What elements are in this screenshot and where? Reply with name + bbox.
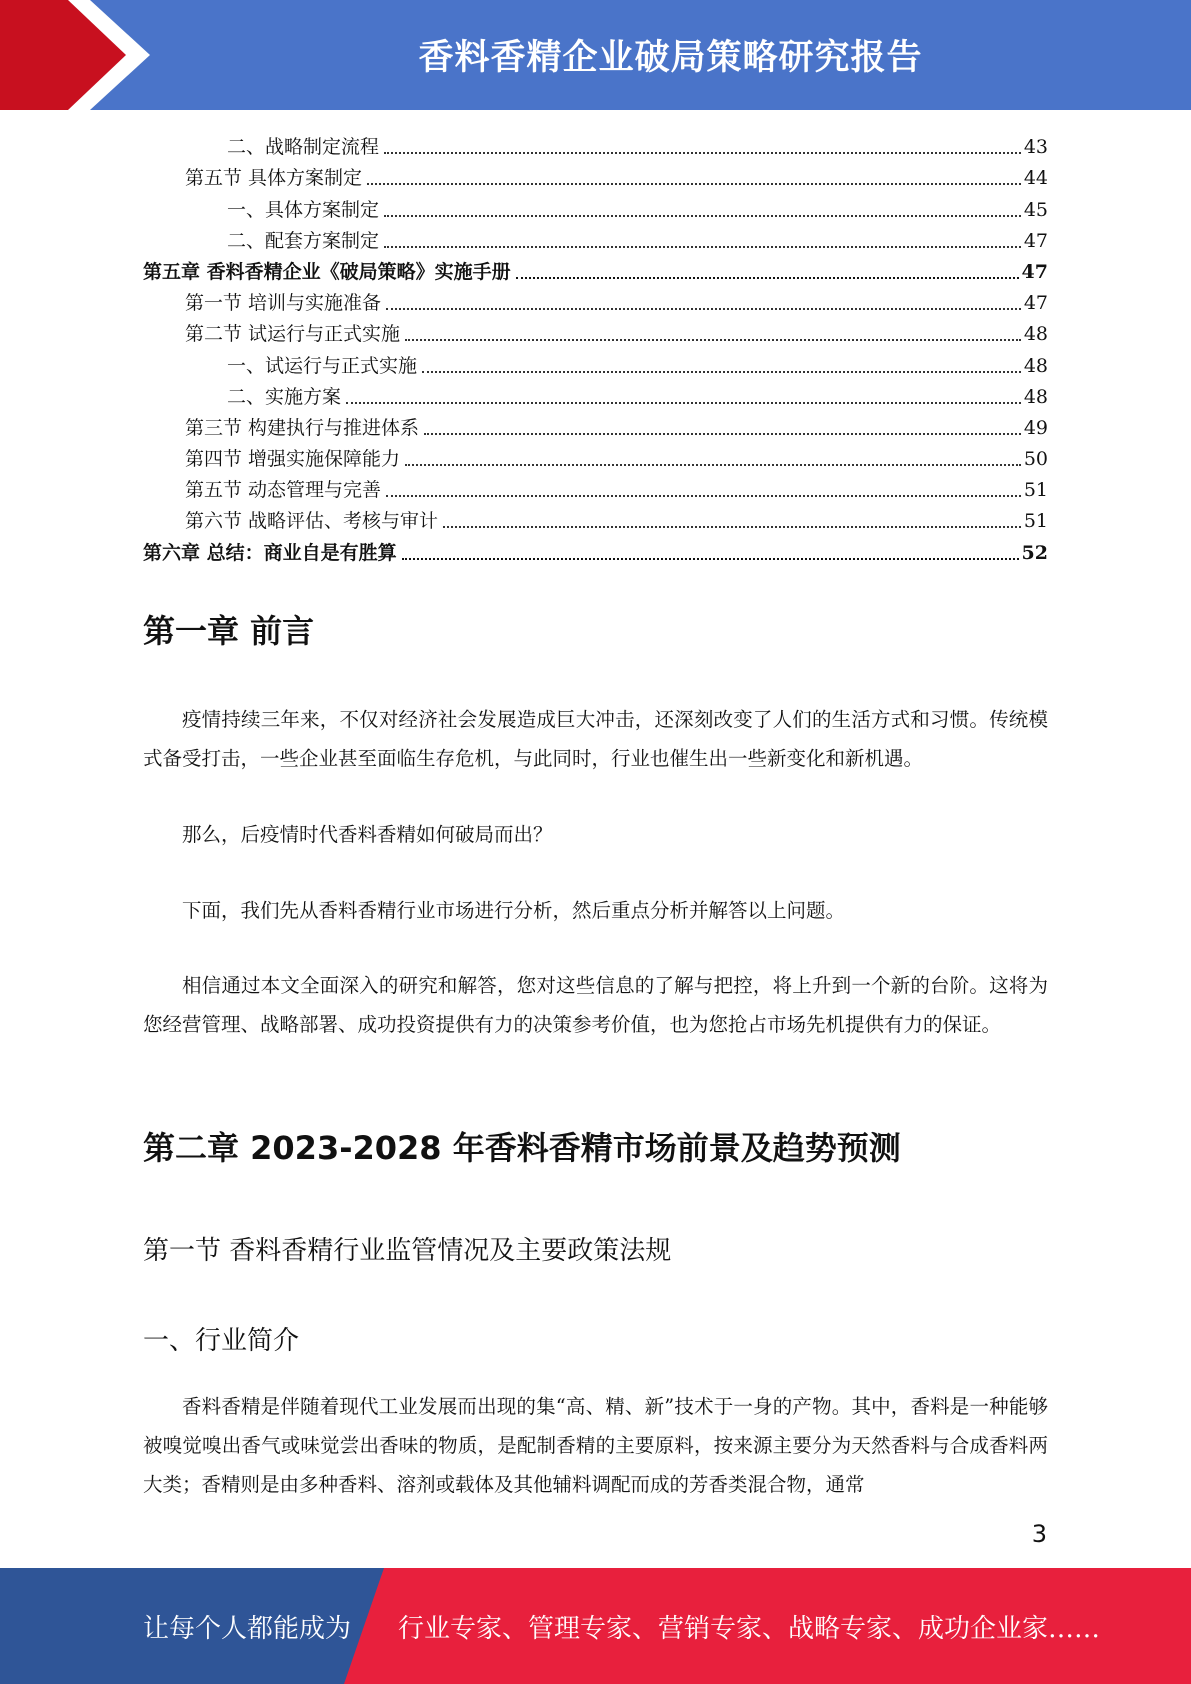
- toc-entry-title: 第一节 培训与实施准备: [185, 292, 382, 315]
- toc-entry-title: 第六章 总结：商业自是有胜算: [143, 541, 397, 564]
- toc-entry-page: 51: [1023, 479, 1048, 502]
- toc-entry-title: 二、战略制定流程: [227, 136, 380, 159]
- footer-slogan-left: 让每个人都能成为: [143, 1613, 352, 1644]
- toc-entry[interactable]: [143, 222, 1048, 253]
- page-footer: [0, 1568, 1191, 1684]
- toc-entry-page: 43: [1023, 136, 1048, 159]
- page-number: 3: [1031, 1520, 1047, 1548]
- chapter-2-paragraph-1: 香料香精是伴随着现代工业发展而出现的集“高、精、新”技术于一身的产物。其中，香料是一种能够被嗅觉嗅出香气或味觉尝出香味的物质，是配制香精的主要原料，按来源主要分为天然香料与合成香料两大类；香精则是由多种香料、溶剂或载体及其他辅料调配而成的芳香类混合物，通常: [143, 1395, 1048, 1496]
- toc-entry-title: 第五章 香料香精企业《破局策略》实施手册: [143, 260, 511, 283]
- toc-entry[interactable]: [143, 315, 1048, 346]
- toc-entry-title: 二、配套方案制定: [227, 229, 380, 252]
- toc-entry-title: 第六节 战略评估、考核与审计: [185, 510, 439, 533]
- toc-entry-title: 一、具体方案制定: [227, 198, 380, 221]
- toc-entry-page: 47: [1021, 260, 1048, 283]
- toc-entry-page: 45: [1023, 198, 1048, 221]
- chapter-1-heading: 第一章 前言: [143, 612, 315, 650]
- toc-entry[interactable]: [143, 533, 1048, 564]
- footer-slogan-right: 行业专家、管理专家、营销专家、战略专家、成功企业家……: [398, 1613, 1101, 1644]
- header-arrow-decoration: [0, 0, 150, 110]
- table-of-contents: [143, 128, 1048, 565]
- chapter-2-heading: 第二章 2023-2028 年香料香精市场前景及趋势预测: [143, 1129, 901, 1167]
- toc-leader-dots: [422, 371, 1021, 373]
- toc-entry-title: 第五节 动态管理与完善: [185, 479, 382, 502]
- toc-leader-dots: [386, 308, 1021, 310]
- toc-leader-dots: [402, 558, 1019, 560]
- toc-entry[interactable]: [143, 190, 1048, 221]
- toc-leader-dots: [384, 152, 1021, 154]
- toc-leader-dots: [424, 433, 1021, 435]
- toc-entry-page: 48: [1023, 323, 1048, 346]
- toc-entry-title: 第四节 增强实施保障能力: [185, 448, 401, 471]
- toc-entry-page: 47: [1023, 292, 1048, 315]
- toc-entry[interactable]: [143, 346, 1048, 377]
- toc-leader-dots: [405, 339, 1021, 341]
- toc-leader-dots: [386, 495, 1021, 497]
- toc-entry[interactable]: [143, 159, 1048, 190]
- toc-entry[interactable]: [143, 471, 1048, 502]
- toc-leader-dots: [384, 215, 1021, 217]
- toc-entry-page: 52: [1021, 541, 1048, 564]
- toc-entry-title: 第五节 具体方案制定: [185, 167, 363, 190]
- toc-entry-page: 49: [1023, 416, 1048, 439]
- toc-leader-dots: [516, 277, 1019, 279]
- toc-entry[interactable]: [143, 253, 1048, 284]
- toc-entry[interactable]: [143, 502, 1048, 533]
- toc-leader-dots: [367, 183, 1021, 185]
- toc-entry-title: 二、实施方案: [227, 385, 342, 408]
- chapter-1-paragraph-4: 相信通过本文全面深入的研究和解答，您对这些信息的了解与把控，将上升到一个新的台阶。这将为您经营管理、战略部署、成功投资提供有力的决策参考价值，也为您抢占市场先机提供有力的保证。: [143, 974, 1048, 1036]
- toc-entry-page: 51: [1023, 510, 1048, 533]
- toc-leader-dots: [384, 246, 1021, 248]
- chapter-1-paragraph-3: 下面，我们先从香料香精行业市场进行分析，然后重点分析并解答以上问题。: [182, 899, 846, 922]
- toc-entry[interactable]: [143, 409, 1048, 440]
- section-heading: 第一节 香料香精行业监管情况及主要政策法规: [143, 1236, 672, 1266]
- toc-entry[interactable]: [143, 378, 1048, 409]
- header-title: 香料香精企业破局策略研究报告: [418, 38, 923, 78]
- toc-entry-page: 47: [1023, 229, 1048, 252]
- toc-entry-page: 44: [1023, 167, 1048, 190]
- toc-leader-dots: [405, 464, 1021, 466]
- chapter-1-paragraph-2: 那么，后疫情时代香料香精如何破局而出？: [182, 823, 553, 846]
- toc-entry[interactable]: [143, 284, 1048, 315]
- subsection-heading: 一、行业简介: [143, 1326, 300, 1356]
- toc-entry-title: 一、试运行与正式实施: [227, 354, 418, 377]
- toc-entry-page: 48: [1023, 385, 1048, 408]
- toc-entry-title: 第二节 试运行与正式实施: [185, 323, 401, 346]
- toc-entry-page: 48: [1023, 354, 1048, 377]
- toc-entry-page: 50: [1023, 448, 1048, 471]
- page-header: [0, 0, 1191, 110]
- chapter-1-paragraph-1: 疫情持续三年来，不仅对经济社会发展造成巨大冲击，还深刻改变了人们的生活方式和习惯。传统模式备受打击，一些企业甚至面临生存危机，与此同时，行业也催生出一些新变化和新机遇。: [143, 708, 1048, 770]
- toc-entry[interactable]: [143, 440, 1048, 471]
- toc-leader-dots: [346, 402, 1021, 404]
- toc-entry[interactable]: [143, 128, 1048, 159]
- toc-leader-dots: [443, 526, 1021, 528]
- toc-entry-title: 第三节 构建执行与推进体系: [185, 416, 420, 439]
